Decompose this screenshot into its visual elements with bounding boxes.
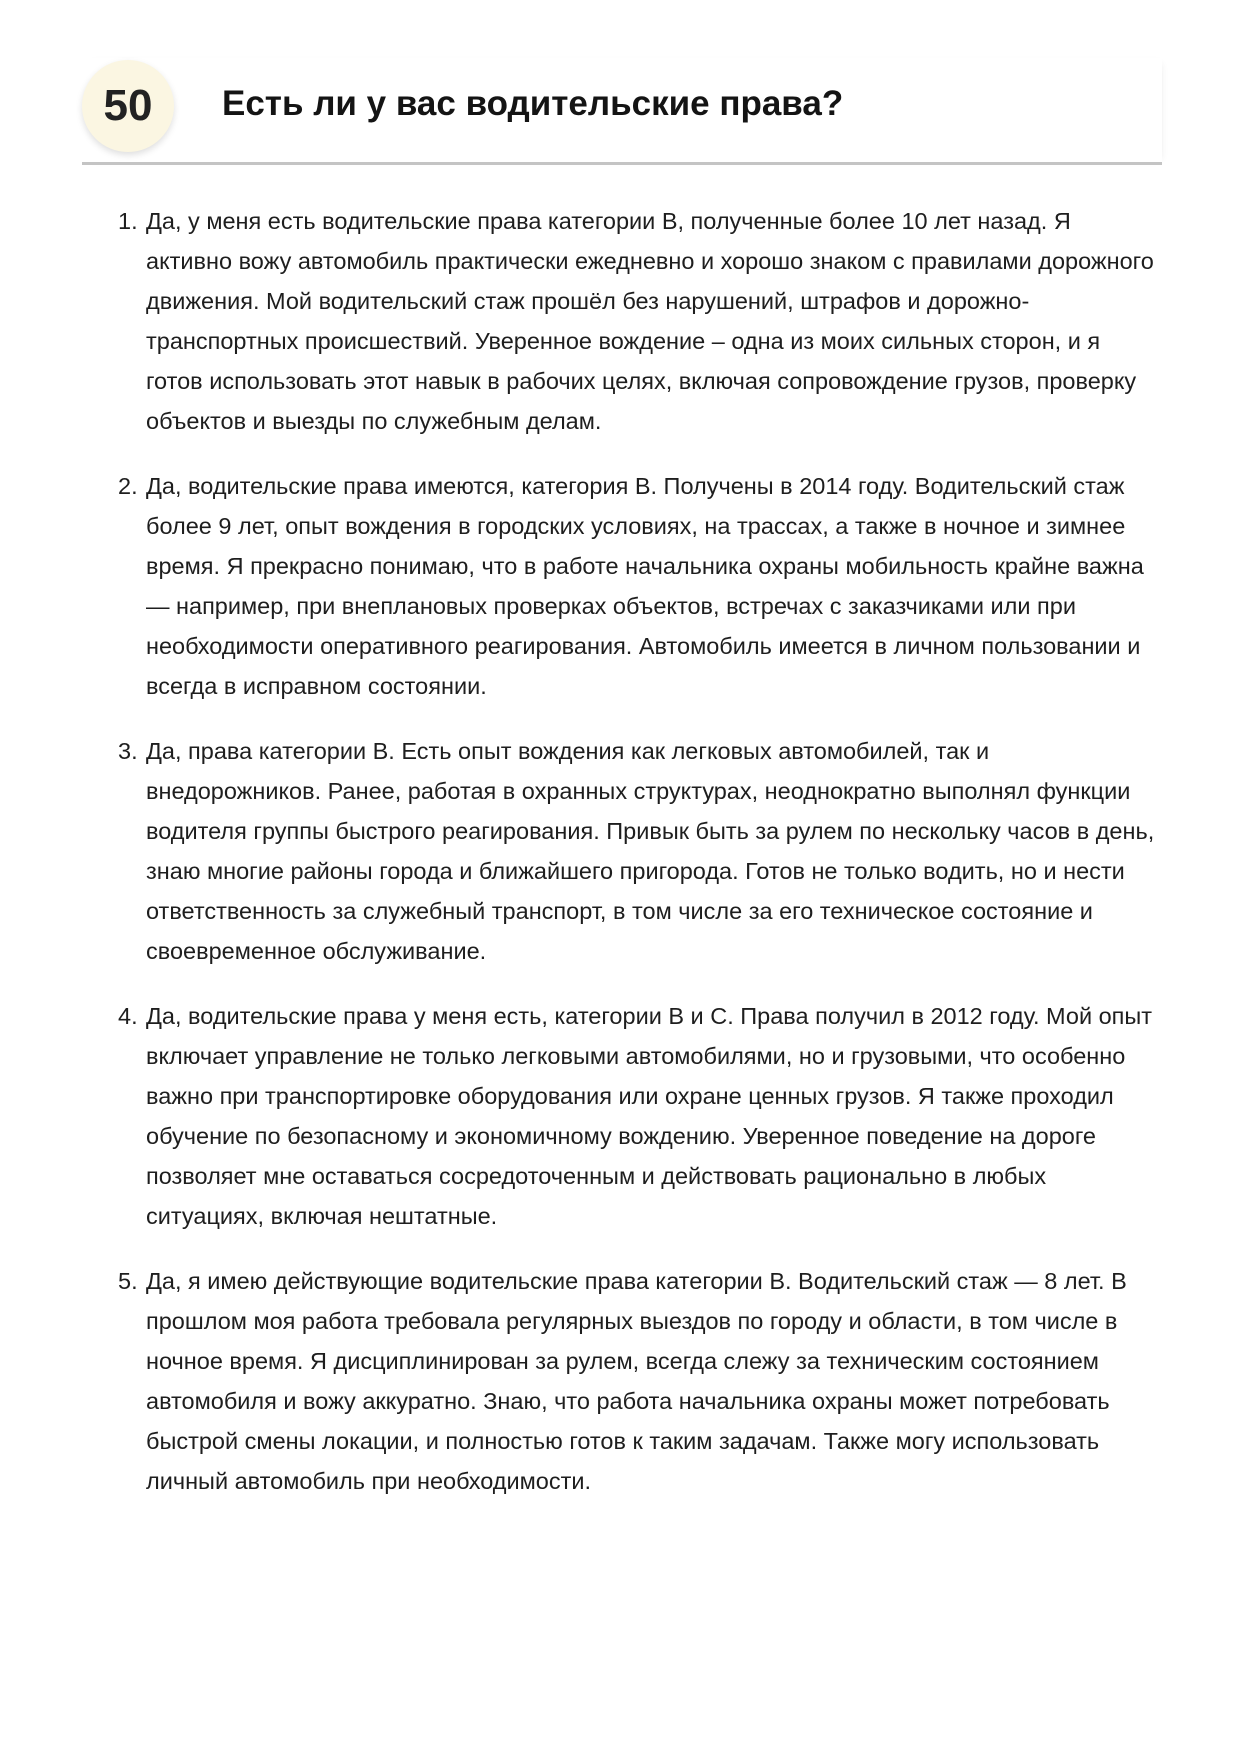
answer-number: 1. — [118, 208, 138, 234]
answer-text: Да, водительские права имеются, категория B. Получены в 2014 году. Водительский стаж более 9 лет, опыт вождения в городских условиях, на трассах, а также в ночное и зимнее время. Я прекрасно понимаю, что в работе начальника охраны мобильность крайне важна — например, при внеплановых проверках объектов, встречах с заказчиками или при необходимости оперативного реагирования. Автомобиль имеется в личном пользовании и всегда в исправном состоянии. — [146, 473, 1144, 699]
answer-number: 5. — [118, 1268, 138, 1294]
answer-item-5 — [118, 1261, 1156, 1501]
answer-item-1 — [118, 201, 1156, 441]
answer-item-4 — [118, 996, 1156, 1236]
answer-item-2 — [118, 466, 1156, 706]
answer-number: 4. — [118, 1003, 138, 1029]
question-header — [82, 58, 1162, 165]
answer-text: Да, права категории B. Есть опыт вождения как легковых автомобилей, так и внедорожников. Ранее, работая в охранных структурах, неоднократно выполнял функции водителя группы быстрого реагирования. Привык быть за рулем по нескольку часов в день, знаю многие районы города и ближайшего пригорода. Готов не только водить, но и нести ответственность за служебный транспорт, в том числе за его техническое состояние и своевременное обслуживание. — [146, 738, 1155, 964]
answer-text: Да, у меня есть водительские права категории В, полученные более 10 лет назад. Я активно вожу автомобиль практически ежедневно и хорошо знаком с правилами дорожного движения. Мой водительский стаж прошёл без нарушений, штрафов и дорожно-транспортных происшествий. Уверенное вождение – одна из моих сильных сторон, и я готов использовать этот навык в рабочих целях, включая сопровождение грузов, проверку объектов и выезды по служебным делам. — [146, 208, 1154, 434]
answer-list — [118, 201, 1156, 1526]
question-title: Есть ли у вас водительские права? — [222, 84, 844, 123]
answer-text: Да, водительские права у меня есть, категории B и C. Права получил в 2012 году. Мой опыт включает управление не только легковыми автомобилями, но и грузовыми, что особенно важно при транспортировке оборудования или охране ценных грузов. Я также проходил обучение по безопасному и экономичному вождению. Уверенное поведение на дороге позволяет мне оставаться сосредоточенным и действовать рационально в любых ситуациях, включая нештатные. — [146, 1003, 1153, 1229]
answer-item-3 — [118, 731, 1156, 971]
answer-number: 2. — [118, 473, 138, 499]
answer-text: Да, я имею действующие водительские права категории B. Водительский стаж — 8 лет. В прошлом моя работа требовала регулярных выездов по городу и области, в том числе в ночное время. Я дисциплинирован за рулем, всегда слежу за техническим состоянием автомобиля и вожу аккуратно. Знаю, что работа начальника охраны может потребовать быстрой смены локации, и полностью готов к таким задачам. Также могу использовать личный автомобиль при необходимости. — [146, 1268, 1127, 1494]
question-number-badge: 50 — [82, 60, 174, 152]
answer-number: 3. — [118, 738, 138, 764]
